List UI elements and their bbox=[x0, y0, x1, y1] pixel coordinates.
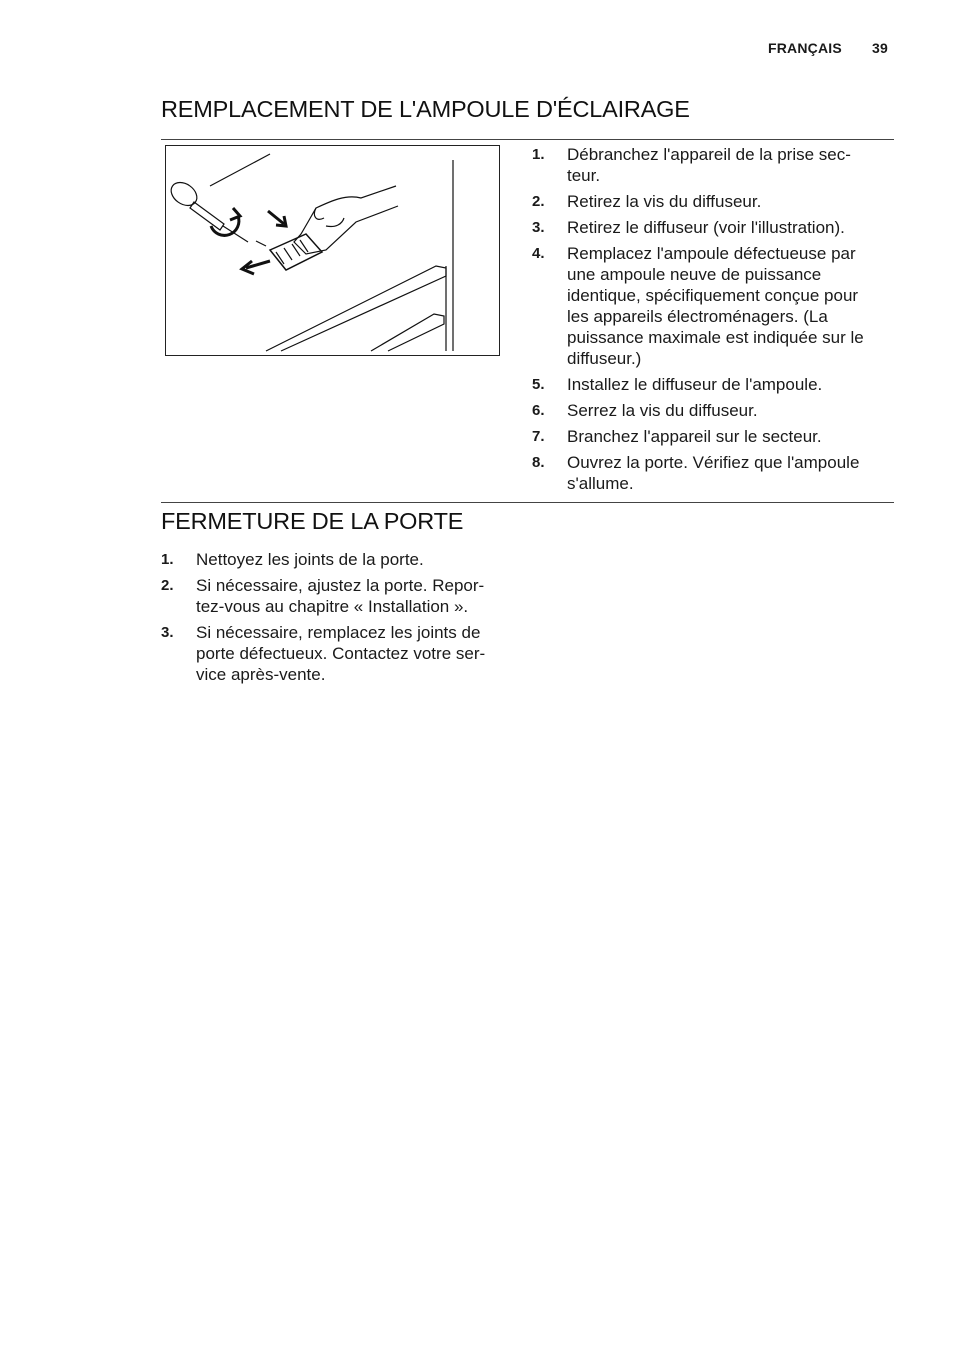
step-item bbox=[161, 622, 521, 685]
step-number: 1. bbox=[161, 551, 174, 568]
door-closing-steps bbox=[161, 549, 521, 690]
step-number: 3. bbox=[532, 219, 545, 236]
page-header bbox=[768, 40, 888, 56]
lamp-replacement-steps bbox=[532, 144, 894, 499]
step-item bbox=[532, 374, 894, 395]
step-line: identique, spécifiquement conçue pour bbox=[567, 286, 859, 305]
step-line: Installez le diffuseur de l'ampoule. bbox=[567, 375, 823, 394]
page-number: 39 bbox=[872, 40, 888, 56]
step-line: porte défectueux. Contactez votre ser- bbox=[196, 644, 486, 663]
step-line: Branchez l'appareil sur le secteur. bbox=[567, 427, 822, 446]
step-line: Remplacez l'ampoule défectueuse par bbox=[567, 244, 856, 263]
step-line: Si nécessaire, remplacez les joints de bbox=[196, 623, 481, 642]
step-line: vice après-vente. bbox=[196, 665, 326, 684]
step-line: Retirez le diffuseur (voir l'illustration). bbox=[567, 218, 845, 237]
step-item bbox=[532, 217, 894, 238]
step-line: les appareils électroménagers. (La bbox=[567, 307, 828, 326]
step-line: teur. bbox=[567, 166, 601, 185]
step-number: 2. bbox=[532, 193, 545, 210]
lamp-illustration-drawing bbox=[166, 146, 499, 355]
step-item bbox=[532, 452, 894, 494]
header-language: FRANÇAIS bbox=[767, 40, 842, 56]
step-item bbox=[532, 243, 894, 369]
step-number: 6. bbox=[532, 402, 545, 419]
step-item bbox=[161, 549, 521, 570]
step-item bbox=[532, 426, 894, 447]
step-line: Serrez la vis du diffuseur. bbox=[567, 401, 758, 420]
step-line: Retirez la vis du diffuseur. bbox=[567, 192, 762, 211]
step-item bbox=[532, 191, 894, 212]
step-number: 3. bbox=[161, 624, 174, 641]
step-line: Si nécessaire, ajustez la porte. Repor- bbox=[196, 576, 485, 595]
step-number: 8. bbox=[532, 454, 545, 471]
step-line: une ampoule neuve de puissance bbox=[567, 265, 822, 284]
step-item bbox=[161, 575, 521, 617]
section-title-lamp-replacement: REMPLACEMENT DE L'AMPOULE D'ÉCLAIRAGE bbox=[161, 96, 690, 122]
step-number: 5. bbox=[532, 376, 545, 393]
step-line: Nettoyez les joints de la porte. bbox=[196, 550, 424, 569]
step-number: 1. bbox=[532, 146, 545, 163]
step-line: s'allume. bbox=[567, 474, 634, 493]
step-number: 4. bbox=[532, 245, 545, 262]
step-line: puissance maximale est indiquée sur le bbox=[567, 328, 864, 347]
section-divider bbox=[161, 502, 894, 503]
step-item bbox=[532, 400, 894, 421]
step-number: 7. bbox=[532, 428, 545, 445]
section-divider bbox=[161, 139, 894, 140]
section-title-door-closing: FERMETURE DE LA PORTE bbox=[161, 508, 464, 534]
step-number: 2. bbox=[161, 577, 174, 594]
step-line: Ouvrez la porte. Vérifiez que l'ampoule bbox=[567, 453, 860, 472]
step-line: Débranchez l'appareil de la prise sec- bbox=[567, 145, 851, 164]
step-item bbox=[532, 144, 894, 186]
lamp-replacement-illustration bbox=[165, 145, 500, 356]
step-line: diffuseur.) bbox=[567, 349, 642, 368]
step-line: tez-vous au chapitre « Installation ». bbox=[196, 597, 469, 616]
